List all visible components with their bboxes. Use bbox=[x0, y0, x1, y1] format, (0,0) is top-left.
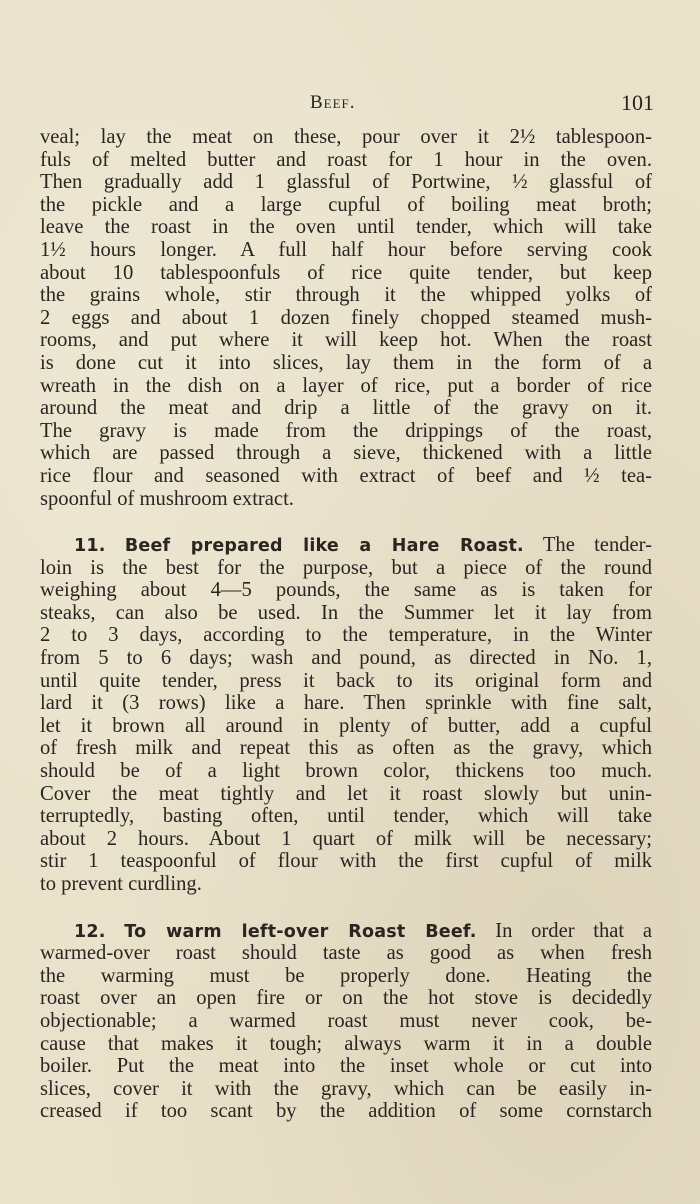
text-line: objectionable; a warmed roast must never cook, be- bbox=[40, 1009, 652, 1032]
text-line: should be of a light brown color, thickens too much. bbox=[40, 760, 652, 783]
text-line: let it brown all around in plenty of butter, add a cupful bbox=[40, 714, 652, 737]
text-line: around the meat and drip a little of the gravy on it. bbox=[40, 397, 652, 420]
text-line: spoonful of mushroom extract. bbox=[40, 487, 294, 510]
text-line: leave the roast in the oven until tender, which will take bbox=[40, 216, 652, 239]
recipe-title-line bbox=[40, 920, 652, 943]
recipe-heading: To warm left-over Roast Beef. bbox=[124, 921, 477, 942]
text-line: Then gradually add 1 glassful of Portwine, ½ glassful of bbox=[40, 171, 652, 194]
text-line: weighing about 4—5 pounds, the same as is taken for bbox=[40, 579, 652, 602]
text-line: wreath in the dish on a layer of rice, put a border of rice bbox=[40, 374, 652, 397]
text-line: veal; lay the meat on these, pour over it 2½ tablespoon- bbox=[40, 126, 652, 148]
page-header bbox=[40, 90, 652, 124]
text-line: about 10 tablespoonfuls of rice quite tender, but keep bbox=[40, 261, 652, 284]
text-line: the pickle and a large cupful of boiling meat broth; bbox=[40, 193, 652, 216]
text-line: loin is the best for the purpose, but a piece of the round bbox=[40, 556, 652, 579]
text-line: the warming must be properly done. Heating the bbox=[40, 964, 652, 987]
paragraph-continuation bbox=[40, 126, 652, 510]
text-line: from 5 to 6 days; wash and pound, as directed in No. 1, bbox=[40, 647, 652, 670]
book-page bbox=[40, 90, 652, 1123]
text-line: lard it (3 rows) like a hare. Then sprinkle with fine salt, bbox=[40, 692, 652, 715]
recipe-heading: Beef prepared like a Hare Roast. bbox=[124, 536, 524, 557]
text-line: the grains whole, stir through it the whipped yolks of bbox=[40, 284, 652, 307]
text-line: The gravy is made from the drippings of the roast, bbox=[40, 419, 652, 442]
text-line: 1½ hours longer. A full half hour before serving cook bbox=[40, 238, 652, 261]
text-line: to prevent curdling. bbox=[40, 873, 202, 895]
text-line: fuls of melted butter and roast for 1 hour in the oven. bbox=[40, 148, 652, 171]
text-line: Cover the meat tightly and let it roast slowly but unin- bbox=[40, 782, 652, 805]
recipe-title-line bbox=[40, 534, 652, 557]
recipe-number: 12. bbox=[74, 921, 106, 942]
recipe-11 bbox=[40, 534, 652, 896]
text-line: 2 eggs and about 1 dozen finely chopped steamed mush- bbox=[40, 306, 652, 329]
text-line: which are passed through a sieve, thickened with a little bbox=[40, 442, 652, 465]
text-line: rooms, and put where it will keep hot. When the roast bbox=[40, 329, 652, 352]
text-line: steaks, can also be used. In the Summer let it lay from bbox=[40, 601, 652, 624]
text-line: rice flour and seasoned with extract of beef and ½ tea- bbox=[40, 464, 652, 487]
text-line: warmed-over roast should taste as good as when fresh bbox=[40, 942, 652, 965]
text-line: 2 to 3 days, according to the temperature, in the Winter bbox=[40, 624, 652, 647]
text-line: stir 1 teaspoonful of flour with the first cupful of milk bbox=[40, 850, 652, 873]
running-head: Beef. bbox=[310, 92, 356, 113]
recipe-number: 11. bbox=[74, 536, 106, 557]
page-number: 101 bbox=[621, 90, 654, 115]
text-line: cause that makes it tough; always warm it in a double bbox=[40, 1032, 652, 1055]
text-line: boiler. Put the meat into the inset whole or cut into bbox=[40, 1055, 652, 1078]
text-line: is done cut it into slices, lay them in the form of a bbox=[40, 351, 652, 374]
text-line: slices, cover it with the gravy, which can be easily in- bbox=[40, 1077, 652, 1100]
text-line: terruptedly, basting often, until tender, which will take bbox=[40, 805, 652, 828]
recipe-12 bbox=[40, 920, 652, 1123]
text-line: about 2 hours. About 1 quart of milk will be necessary; bbox=[40, 827, 652, 850]
text-fragment: In order that a bbox=[495, 919, 652, 942]
text-fragment: The tender- bbox=[542, 534, 652, 557]
text-line: roast over an open fire or on the hot stove is decidedly bbox=[40, 987, 652, 1010]
text-line: until quite tender, press it back to its original form and bbox=[40, 669, 652, 692]
text-line: of fresh milk and repeat this as often as the gravy, which bbox=[40, 737, 652, 760]
text-line: creased if too scant by the addition of some cornstarch bbox=[40, 1100, 652, 1123]
